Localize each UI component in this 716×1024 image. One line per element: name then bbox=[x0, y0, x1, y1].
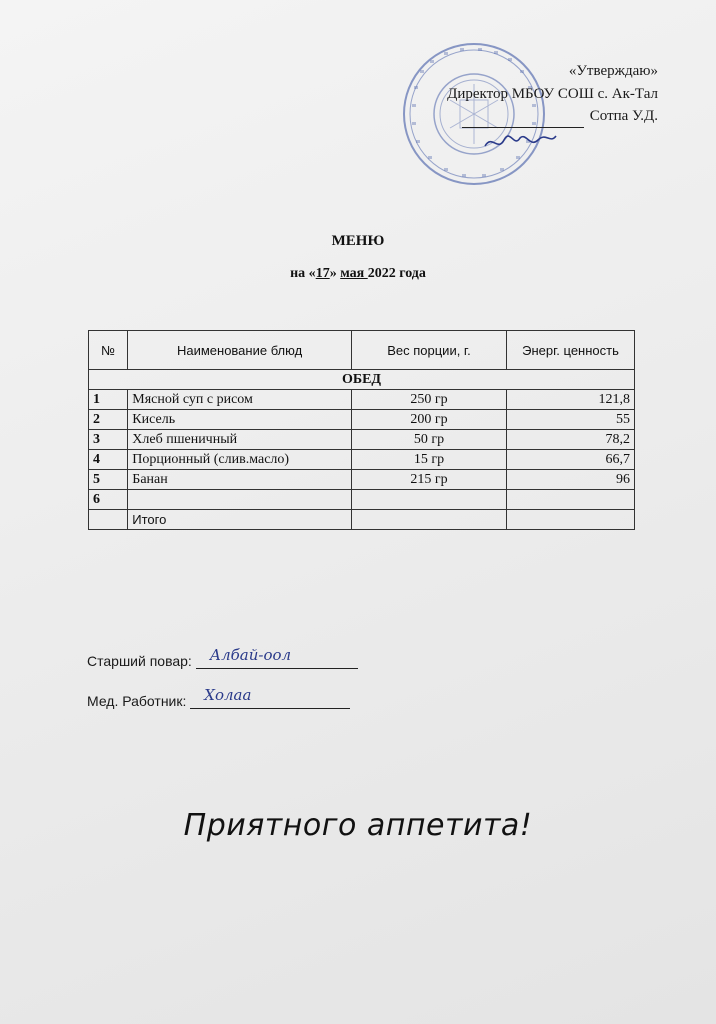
total-number-cell bbox=[89, 510, 128, 530]
section-row bbox=[89, 370, 635, 390]
row-energy: 96 bbox=[507, 470, 635, 490]
medic-label: Мед. Работник: bbox=[87, 693, 187, 709]
table-row bbox=[89, 490, 635, 510]
date-mid: » bbox=[329, 266, 341, 281]
cook-signature-line bbox=[196, 646, 358, 669]
total-weight-cell bbox=[351, 510, 506, 530]
section-lunch: ОБЕД bbox=[89, 370, 635, 390]
total-label: Итого bbox=[128, 510, 352, 530]
row-dish-name: Банан bbox=[128, 470, 352, 490]
total-row bbox=[89, 510, 635, 530]
row-weight bbox=[351, 490, 506, 510]
header-dish-name: Наименование блюд bbox=[128, 331, 352, 370]
approval-signer: Сотпа У.Д. bbox=[589, 108, 658, 124]
row-energy: 78,2 bbox=[507, 430, 635, 450]
date-month: мая bbox=[340, 266, 368, 281]
table-row bbox=[89, 410, 635, 430]
header-energy: Энерг. ценность bbox=[507, 331, 635, 370]
table-row bbox=[89, 470, 635, 490]
header-number: № bbox=[89, 331, 128, 370]
row-dish-name bbox=[128, 490, 352, 510]
row-weight: 200 гр bbox=[351, 410, 506, 430]
row-energy: 121,8 bbox=[507, 390, 635, 410]
director-signature-icon bbox=[480, 128, 560, 156]
row-energy: 55 bbox=[507, 410, 635, 430]
row-number: 3 bbox=[89, 430, 128, 450]
cook-signature-row bbox=[87, 646, 358, 669]
row-weight: 250 гр bbox=[351, 390, 506, 410]
approval-block bbox=[447, 60, 658, 128]
row-number: 6 bbox=[89, 490, 128, 510]
bon-appetit-text: Приятного аппетита! bbox=[183, 808, 533, 843]
approval-title: «Утверждаю» bbox=[568, 63, 658, 79]
row-number: 5 bbox=[89, 470, 128, 490]
table-row bbox=[89, 430, 635, 450]
date-year: 2022 года bbox=[367, 266, 426, 281]
date-prefix: на « bbox=[290, 266, 316, 281]
table-row bbox=[89, 450, 635, 470]
total-energy-cell bbox=[507, 510, 635, 530]
row-weight: 215 гр bbox=[351, 470, 506, 490]
row-number: 2 bbox=[89, 410, 128, 430]
row-weight: 50 гр bbox=[351, 430, 506, 450]
approval-position: Директор МБОУ СОШ с. Ак-Тал bbox=[447, 85, 658, 102]
date-day: 17 bbox=[315, 266, 330, 281]
table-header-row bbox=[89, 331, 635, 370]
medic-signature: Холаа bbox=[204, 686, 252, 704]
row-dish-name: Мясной суп с рисом bbox=[128, 390, 352, 410]
row-energy bbox=[507, 490, 635, 510]
row-dish-name: Кисель bbox=[128, 410, 352, 430]
row-dish-name: Порционный (слив.масло) bbox=[128, 450, 352, 470]
table-row bbox=[89, 390, 635, 410]
medic-signature-row bbox=[87, 686, 350, 709]
row-number: 4 bbox=[89, 450, 128, 470]
approval-signer-line bbox=[447, 105, 658, 128]
header-portion-weight: Вес порции, г. bbox=[351, 331, 506, 370]
row-number: 1 bbox=[89, 390, 128, 410]
cook-label: Старший повар: bbox=[87, 653, 192, 669]
medic-signature-line bbox=[190, 686, 350, 709]
menu-table bbox=[88, 330, 635, 530]
page-title: МЕНЮ bbox=[331, 233, 385, 249]
row-dish-name: Хлеб пшеничный bbox=[128, 430, 352, 450]
row-energy: 66,7 bbox=[507, 450, 635, 470]
signature-underline bbox=[462, 113, 584, 128]
row-weight: 15 гр bbox=[351, 450, 506, 470]
menu-date bbox=[0, 266, 716, 282]
cook-signature: Албай-оол bbox=[209, 646, 292, 664]
